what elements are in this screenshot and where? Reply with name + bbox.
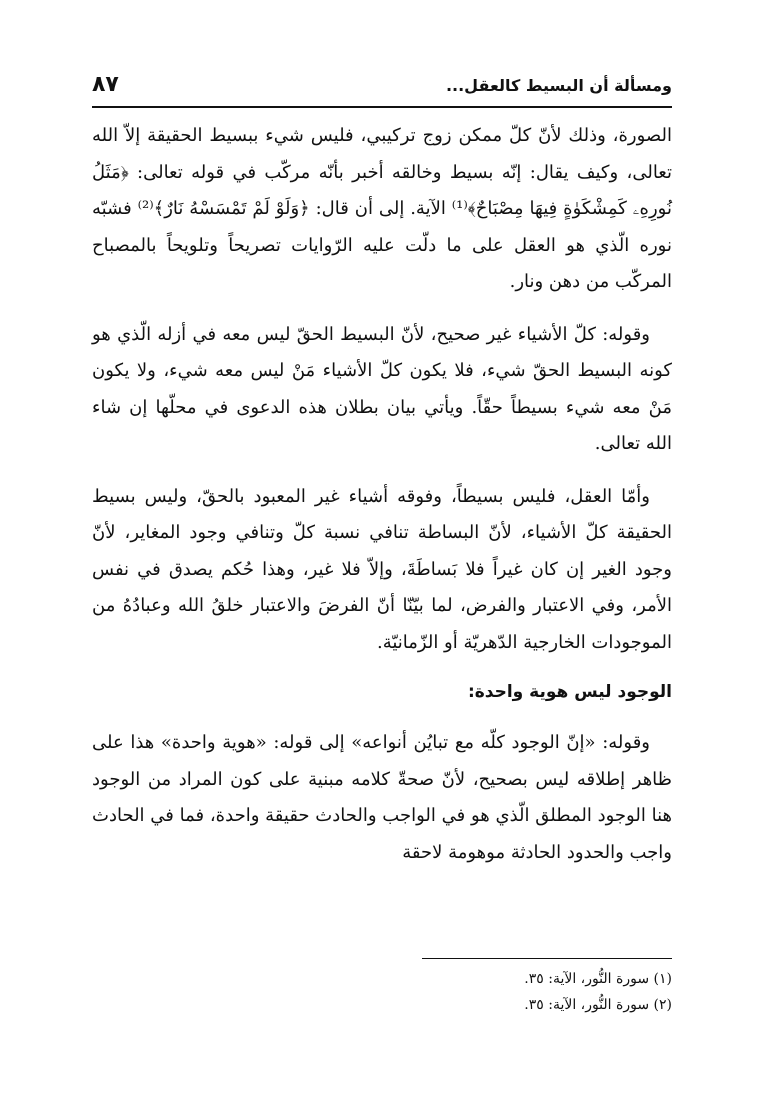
paragraph-2: وقوله: كلّ الأشياء غير صحيح، لأنّ البسيط الحقّ ليس معه في أزله الّذي هو كونه البسيط الحقّ شيء، فلا يكون كلّ الأشياء مَنْ ليس معه شيء، ولا يكون مَنْ معه شيء بسيطاً حقّاً. ويأتي بيان بطلان هذه الدعوى في محلّها إن شاء الله تعالى. [92,323,672,454]
body-text [92,118,672,887]
paragraph-4: وقوله: «إنّ الوجود كلّه مع تبايُن أنواعه» إلى قوله: «هوية واحدة» هذا على ظاهر إطلاقه ليس بصحيح، لأنّ صحةّ كلامه مبنية على كون المراد من الوجود هنا الوجود المطلق الّذي هو في الواجب والحادث حقيقة واحدة، فما في الحادث واجب والحدود الحادثة موهومة لاحقة [92,732,672,863]
footnote-divider [422,958,672,959]
footnotes [92,966,672,1018]
page-number: ٨٧ [92,72,119,97]
section-heading: الوجود ليس هوية واحدة: [467,682,672,702]
footnote-1: (١) سورة النُّور، الآية: ٣٥. [524,971,672,987]
running-header-title: ومسألة أن البسيط كالعقل... [445,76,672,95]
footnote-2: (٢) سورة النُّور، الآية: ٣٥. [524,997,672,1013]
paragraph-1: الصورة، وذلك لأنّ كلّ ممكن زوج تركيبي، فليس شيء ببسيط الحقيقة إلاّ الله تعالى، وكيف يقال: إنّه بسيط وخالقه أخبر بأنّه مركّب في قوله تعالى: ﴿مَثَلُ نُورِهِۦ كَمِشْكَوٰةٍ فِيهَا مِصْبَاحٌ﴾⁽¹⁾ الآية. إلى أن قال: ﴿وَلَوْ لَمْ تَمْسَسْهُ نَارٌ﴾⁽²⁾ فشبّه نوره الّذي هو العقل على ما دلّت عليه الرّوايات تصريحاً وتلويحاً بالمصباح المركّب من دهن ونار. [92,125,672,292]
paragraph-3: وأمّا العقل، فليس بسيطاً، وفوقه أشياء غير المعبود بالحقّ، وليس بسيط الحقيقة كلّ الأشياء، لأنّ البساطة تنافي نسبة كلّ وتنافي وجود المغاير، لأنّ وجود الغير إن كان غيراً فلا بَساطَةَ، وإلاّ فلا غير، وهذا حُكم يصدق في نفس الأمر، وفي الاعتبار والفرض، لما بيّنّا أنّ الفرضَ والاعتبار خلقُ الله وعبادُهُ من الموجودات الخارجية الدّهريّة أو الزّمانيّة. [92,485,672,653]
running-header [92,70,672,108]
